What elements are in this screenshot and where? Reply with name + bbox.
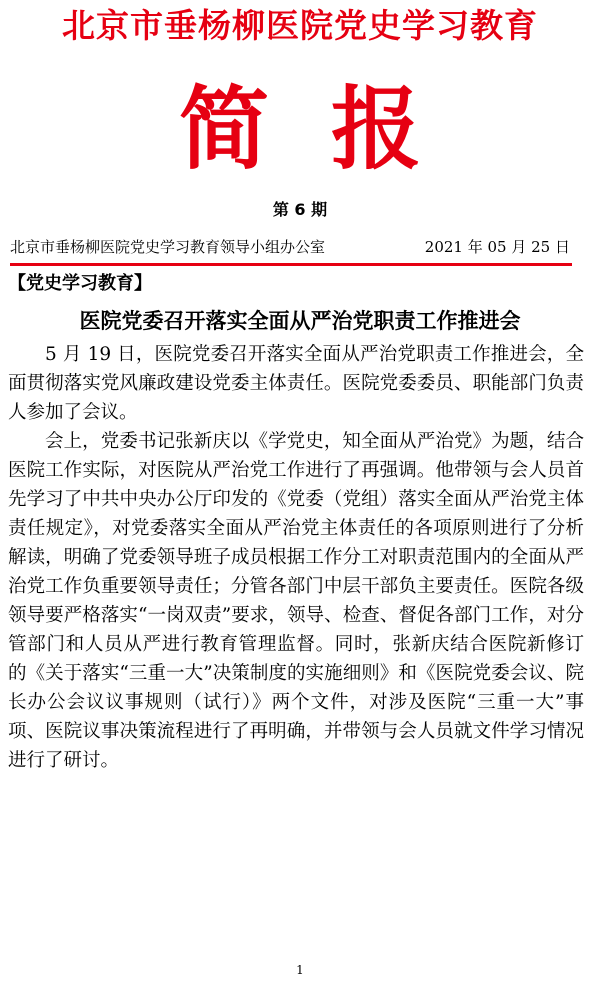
section-heading: 【党史学习教育】 — [8, 273, 152, 294]
issuer-name: 北京市垂杨柳医院党史学习教育领导小组办公室 — [10, 238, 326, 256]
page-number: 1 — [296, 963, 304, 977]
issue-date: 2021 年 05 月 25 日 — [424, 238, 570, 256]
article-paragraph: 5 月 19 日，医院党委召开落实全面从严治党职责工作推进会，全面贯彻落实党风廉政建设党委主体责任。医院党委委员、职能部门负责人参加了会议。 — [8, 344, 584, 423]
masthead-title: 北京市垂杨柳医院党史学习教育 — [62, 6, 538, 45]
article-title: 医院党委召开落实全面从严治党职责工作推进会 — [79, 308, 521, 333]
brief-title: 简报 — [179, 76, 483, 182]
article-body — [8, 340, 584, 775]
issuer-row — [10, 236, 570, 258]
issue-number: 第 6 期 — [272, 200, 328, 219]
article-paragraph: 会上，党委书记张新庆以《学党史，知全面从严治党》为题，结合医院工作实际，对医院从严治党工作进行了再强调。他带领与会人员首先学习了中共中央办公厅印发的《党委（党组）落实全面从严治党主体责任规定》，对党委落实全面从严治党主体责任的各项原则进行了分析解读，明确了党委领导班子成员根据工作分工对职责范围内的全面从严治党工作负重要领导责任；分管各部门中层干部负主要责任。医院各级领导要严格落实“一岗双责”要求，领导、检查、督促各部门工作，对分管部门和人员从严进行教育管理监督。同时，张新庆结合医院新修订 的《关于落实“三重一大”决策制度的实施细则》和《医院党委会议、院长办公会议议事规则（试行）》两个文件，对涉及医院“三重一大”事项、医院议事决策流程进行了再明确，并带领与会人员就文件学习情况进行了研讨。 — [8, 431, 584, 771]
red-divider — [10, 263, 572, 266]
